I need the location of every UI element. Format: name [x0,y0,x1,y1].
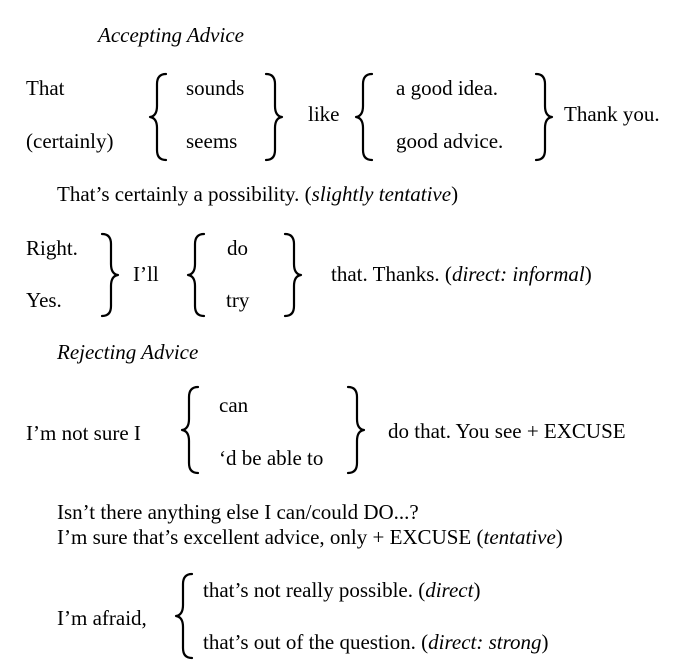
right-brace-icon [532,72,554,162]
accept-like: like [308,102,340,126]
right-brace-icon [262,72,284,162]
accepting-heading: Accepting Advice [98,23,244,47]
reject-lead-afraid: I’m afraid, [57,606,147,630]
left-brace-icon [180,385,202,475]
reject-verb-be-able-to: ‘d be able to [219,446,324,470]
accept-opener-right: Right. [26,236,78,260]
reject-anything-else-line: Isn’t there anything else I can/could DO...? [57,500,419,524]
reject-lead-not-sure: I’m not sure I [26,421,141,445]
rejecting-heading: Rejecting Advice [57,340,199,364]
accept-ill: I’ll [133,262,159,286]
left-brace-icon [148,72,170,162]
reject-not-possible-line: that’s not really possible. (direct) [203,578,481,602]
left-brace-icon [186,232,208,318]
reject-do-that-excuse: do that. You see + EXCUSE [388,419,626,443]
accept-verb-do: do [227,236,248,260]
accept-thank-you: Thank you. [564,102,660,126]
accept-object-good-idea: a good idea. [396,76,499,100]
reject-verb-can: can [219,393,249,417]
left-brace-icon [174,572,196,660]
accept-verb-seems: seems [186,129,238,153]
right-brace-icon [344,385,366,475]
accept-opener-certainly: (certainly) [26,129,114,153]
left-brace-icon [354,72,376,162]
reject-excellent-advice-line: I’m sure that’s excellent advice, only + EXCUSE (tentative) [57,525,563,549]
accept-opener-that: That [26,76,65,100]
accept-verb-try: try [226,288,250,312]
accept-thanks-line: that. Thanks. (direct: informal) [331,262,592,286]
accept-opener-yes: Yes. [26,288,62,312]
right-brace-icon [281,232,303,318]
right-brace-icon [98,232,120,318]
accept-verb-sounds: sounds [186,76,245,100]
accept-object-good-advice: good advice. [396,129,504,153]
reject-out-of-question-line: that’s out of the question. (direct: strong) [203,630,549,654]
accept-possibility-line: That’s certainly a possibility. (slightly tentative) [57,182,459,206]
